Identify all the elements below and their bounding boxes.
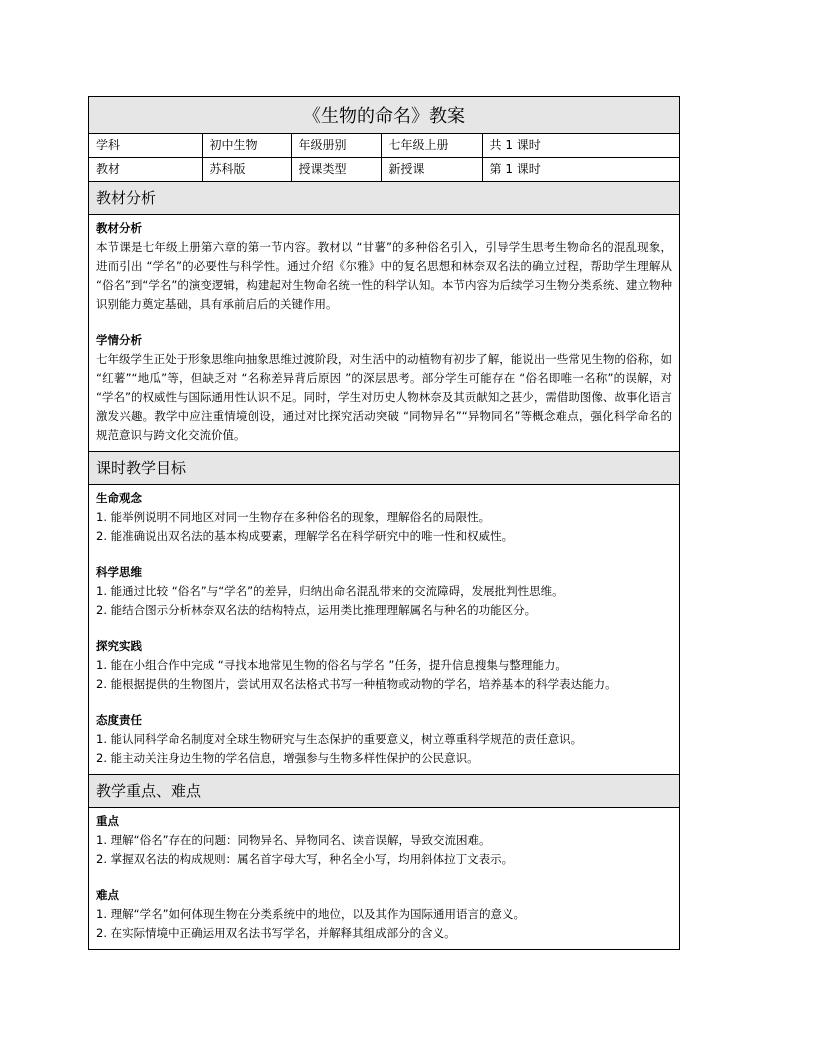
goal-item: 2. 能根据提供的生物图片，尝试用双名法格式书写一种植物或动物的学名，培养基本的科学表达能力。: [96, 677, 617, 691]
section-heading-goals: 课时教学目标: [89, 452, 679, 485]
subheading-textbook-analysis: 教材分析: [96, 221, 142, 235]
label-textbook: 教材: [89, 158, 202, 182]
subheading-life-concept: 生命观念: [96, 491, 142, 505]
keypoint-item: 1. 理解“俗名”存在的问题：同物异名、异物同名、读音误解，导致交流困难。: [96, 833, 491, 847]
info-row-textbook: [89, 158, 679, 182]
lesson-plan-document: [88, 96, 680, 950]
subheading-learner-analysis: 学情分析: [96, 333, 142, 347]
document-title: 《生物的命名》教案: [89, 97, 679, 134]
section-heading-analysis: 教材分析: [89, 182, 679, 215]
paragraph-learner-analysis: 七年级学生正处于形象思维向抽象思维过渡阶段，对生活中的动植物有初步了解，能说出一些常见生物的俗称，如 “红薯”“地瓜”等，但缺乏对 “名称差异背后原因 ”的深层思考。部分学生可能存在 “俗名即唯一名称”的误解，对 “学名”的权威性与国际通用性认识不足。同时，学生对历史人物林奈及其贡献知之甚少，需借助图像、故事化语言激发兴趣。教学中应注重情境创设，通过对比探究活动突破 “同物异名”“异物同名”等概念难点，强化科学命名的规范意识与跨文化交流价值。: [96, 352, 672, 442]
info-table: [89, 134, 679, 182]
goal-item: 2. 能准确说出双名法的基本构成要素，理解学名在科学研究中的唯一性和权威性。: [96, 529, 514, 543]
section-body-keypoints: [89, 808, 679, 949]
difficulty-item: 1. 理解“学名”如何体现生物在分类系统中的地位，以及其作为国际通用语言的意义。: [96, 907, 526, 921]
subheading-attitude-responsibility: 态度责任: [96, 713, 142, 727]
goal-item: 2. 能结合图示分析林奈双名法的结构特点，运用类比推理理解属名与种名的功能区分。: [96, 603, 537, 617]
section-body-analysis: [89, 215, 679, 452]
keypoint-item: 2. 掌握双名法的构成规则：属名首字母大写，种名全小写，均用斜体拉丁文表示。: [96, 852, 514, 866]
value-textbook: 苏科版: [202, 158, 291, 182]
goal-item: 1. 能认同科学命名制度对全球生物研究与生态保护的重要意义，树立尊重科学规范的责任意识。: [96, 732, 583, 746]
value-current-period: 第 1 课时: [482, 158, 679, 182]
subheading-key-points: 重点: [96, 814, 119, 828]
goal-item: 2. 能主动关注身边生物的学名信息，增强参与生物多样性保护的公民意识。: [96, 751, 479, 765]
info-row-subject: [89, 134, 679, 158]
value-subject: 初中生物: [202, 134, 291, 158]
label-grade-volume: 年级册别: [291, 134, 381, 158]
goal-item: 1. 能举例说明不同地区对同一生物存在多种俗名的现象，理解俗名的局限性。: [96, 510, 491, 524]
subheading-inquiry-practice: 探究实践: [96, 639, 142, 653]
value-lesson-type: 新授课: [381, 158, 482, 182]
value-total-periods: 共 1 课时: [482, 134, 679, 158]
goal-item: 1. 能在小组合作中完成 “寻找本地常见生物的俗名与学名 ”任务，提升信息搜集与整理能力。: [96, 658, 567, 672]
value-grade-volume: 七年级上册: [381, 134, 482, 158]
subheading-difficult-points: 难点: [96, 888, 119, 902]
goal-item: 1. 能通过比较 “俗名”与“学名”的差异，归纳出命名混乱带来的交流障碍，发展批判性思维。: [96, 584, 564, 598]
paragraph-textbook-analysis: 本节课是七年级上册第六章的第一节内容。教材以 “甘薯”的多种俗名引入，引导学生思考生物命名的混乱现象，进而引出 “学名”的必要性与科学性。通过介绍《尔雅》中的复名思想和林奈双名法的确立过程，帮助学生理解从 “俗名”到“学名”的演变逻辑，构建起对生物命名统一性的科学认知。本节内容为后续学习生物分类系统、建立物种识别能力奠定基础，具有承前启后的关键作用。: [96, 240, 672, 311]
subheading-scientific-thinking: 科学思维: [96, 565, 142, 579]
section-heading-keypoints: 教学重点、难点: [89, 775, 679, 808]
difficulty-item: 2. 在实际情境中正确运用双名法书写学名，并解释其组成部分的含义。: [96, 926, 456, 940]
label-subject: 学科: [89, 134, 202, 158]
label-lesson-type: 授课类型: [291, 158, 381, 182]
section-body-goals: [89, 485, 679, 775]
